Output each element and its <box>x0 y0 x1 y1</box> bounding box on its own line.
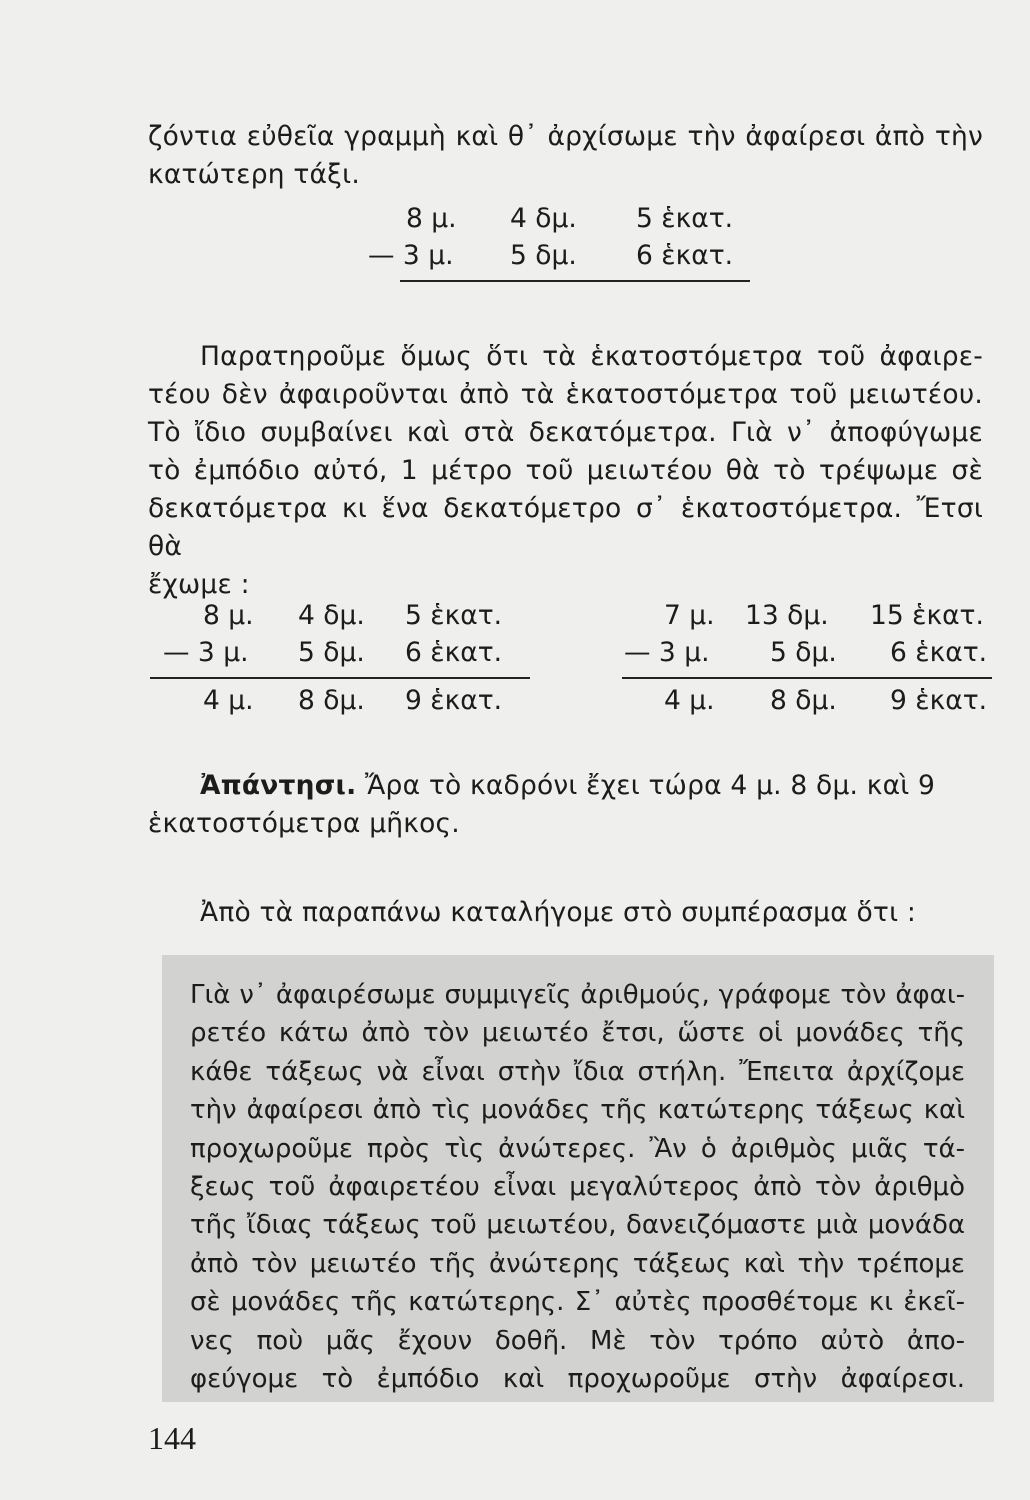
rule-line: ρετέο κάτω ἀπὸ τὸν μειωτέο ἔτσι, ὥστε οἱ μονάδες τῆς <box>190 1018 965 1049</box>
text-line: ἔχωμε : <box>148 569 250 600</box>
rule-line: σὲ μονάδες τῆς κατώτερης. Σ᾽ αὐτὲς προσθέτομε κι ἐκεῖ- <box>190 1287 965 1318</box>
text-line: τὸ ἐμπόδιο αὐτό, 1 μέτρο τοῦ μειωτέου θὰ τὸ τρέψωμε σὲ <box>148 455 983 486</box>
rule-line: τὴν ἀφαίρεσι ἀπὸ τὶς μονάδες τῆς κατώτερης τάξεως καὶ <box>190 1095 965 1126</box>
text-line: ζόντια εὐθεῖα γραμμὴ καὶ θ᾽ ἀρχίσωμε τὴν ἀφαίρεσι ἀπὸ τὴν <box>148 121 983 152</box>
calc-result: 9 ἑκατ. <box>405 685 503 716</box>
answer-paragraph <box>148 767 998 843</box>
rule-line: κάθε τάξεως νὰ εἶναι στὴν ἴδια στήλη. Ἔπειτα ἀρχίζομε <box>190 1056 965 1087</box>
conclusion-intro <box>200 894 990 932</box>
text-line: Τὸ ἴδιο συμβαίνει καὶ στὰ δεκατόμετρα. Γιὰ ν᾽ ἀποφύγωμε <box>148 417 983 448</box>
rule-line: ξεως τοῦ ἀφαιρετέου εἶναι μεγαλύτερος ἀπὸ τὸν ἀριθμὸ <box>190 1172 965 1203</box>
rule-line: Γιὰ ν᾽ ἀφαιρέσωμε συμμιγεῖς ἀριθμούς, γράφομε τὸν ἀφαι- <box>190 980 965 1010</box>
text-line: κατώτερη τάξι. <box>148 159 360 190</box>
calc-cell: 6 ἑκατ. <box>636 240 734 271</box>
calc-rule <box>150 677 530 679</box>
calc-cell: 5 ἑκατ. <box>405 600 503 631</box>
rule-box-text <box>190 976 965 1398</box>
calc-cell: 6 ἑκατ. <box>405 637 503 668</box>
calc-result: 4 μ. <box>664 685 715 716</box>
calc-cell: 4 δμ. <box>298 600 365 631</box>
answer-line <box>148 767 998 805</box>
calc-cell: 5 ἑκατ. <box>636 203 734 234</box>
text-line: τέου δὲν ἀφαιροῦνται ἀπὸ τὰ ἑκατοστόμετρα τοῦ μειωτέου. <box>148 379 983 410</box>
calc-cell: 5 δμ. <box>770 637 837 668</box>
calc-cell: 7 μ. <box>664 600 715 631</box>
text-line: Ἀπὸ τὰ παραπάνω καταλήγομε στὸ συμπέρασμα ὅτι : <box>200 897 916 928</box>
calc-result: 8 δμ. <box>770 685 837 716</box>
calc-cell: 5 δμ. <box>510 240 577 271</box>
calc-cell: 4 δμ. <box>510 203 577 234</box>
calc-cell: 8 μ. <box>406 203 457 234</box>
rule-line: τῆς ἴδιας τάξεως τοῦ μειωτέου, δανειζόμαστε μιὰ μονάδα <box>190 1210 965 1241</box>
calc-result: 9 ἑκατ. <box>890 685 988 716</box>
calc-rule <box>400 280 750 282</box>
explanation-paragraph <box>148 338 983 604</box>
calc-result: 8 δμ. <box>298 685 365 716</box>
calc-cell: 15 ἑκατ. <box>870 600 984 631</box>
answer-text: Ἄρα τὸ καδρόνι ἔχει τώρα 4 μ. 8 δμ. καὶ 9 <box>364 770 936 801</box>
answer-label: Ἀπάντησι. <box>200 770 357 801</box>
calc-cell: — 3 μ. <box>368 240 454 271</box>
calc-cell: 8 μ. <box>203 600 254 631</box>
rule-line: φεύγομε τὸ ἐμπόδιο καὶ προχωροῦμε στὴν ἀφαίρεσι. <box>190 1364 965 1395</box>
page-number: 144 <box>148 1420 196 1456</box>
calc-cell: 13 δμ. <box>745 600 829 631</box>
rule-line: νες ποὺ μᾶς ἔχουν δοθῆ. Μὲ τὸν τρόπο αὐτὸ ἀπο- <box>190 1325 965 1356</box>
rule-line: ἀπὸ τὸν μειωτέο τῆς ἀνώτερης τάξεως καὶ τὴν τρέπομε <box>190 1248 965 1279</box>
calc-cell: 5 δμ. <box>298 637 365 668</box>
calc-result: 4 μ. <box>203 685 254 716</box>
calc-cell: 6 ἑκατ. <box>890 637 988 668</box>
rule-line: προχωροῦμε πρὸς τὶς ἀνώτερες. Ἂν ὁ ἀριθμὸς μιᾶς τά- <box>190 1133 965 1164</box>
calc-cell: — 3 μ. <box>163 637 249 668</box>
text-line: Παρατηροῦμε ὅμως ὅτι τὰ ἑκατοστόμετρα τοῦ ἀφαιρε- <box>200 341 983 372</box>
calc-cell: — 3 μ. <box>624 637 710 668</box>
calc-rule <box>622 677 992 679</box>
text-line: δεκατόμετρα κι ἕνα δεκατόμετρο σ᾽ ἑκατοστόμετρα. Ἔτσι θὰ <box>148 493 983 562</box>
intro-paragraph <box>148 118 983 194</box>
text-line: ἑκατοστόμετρα μῆκος. <box>148 808 460 839</box>
